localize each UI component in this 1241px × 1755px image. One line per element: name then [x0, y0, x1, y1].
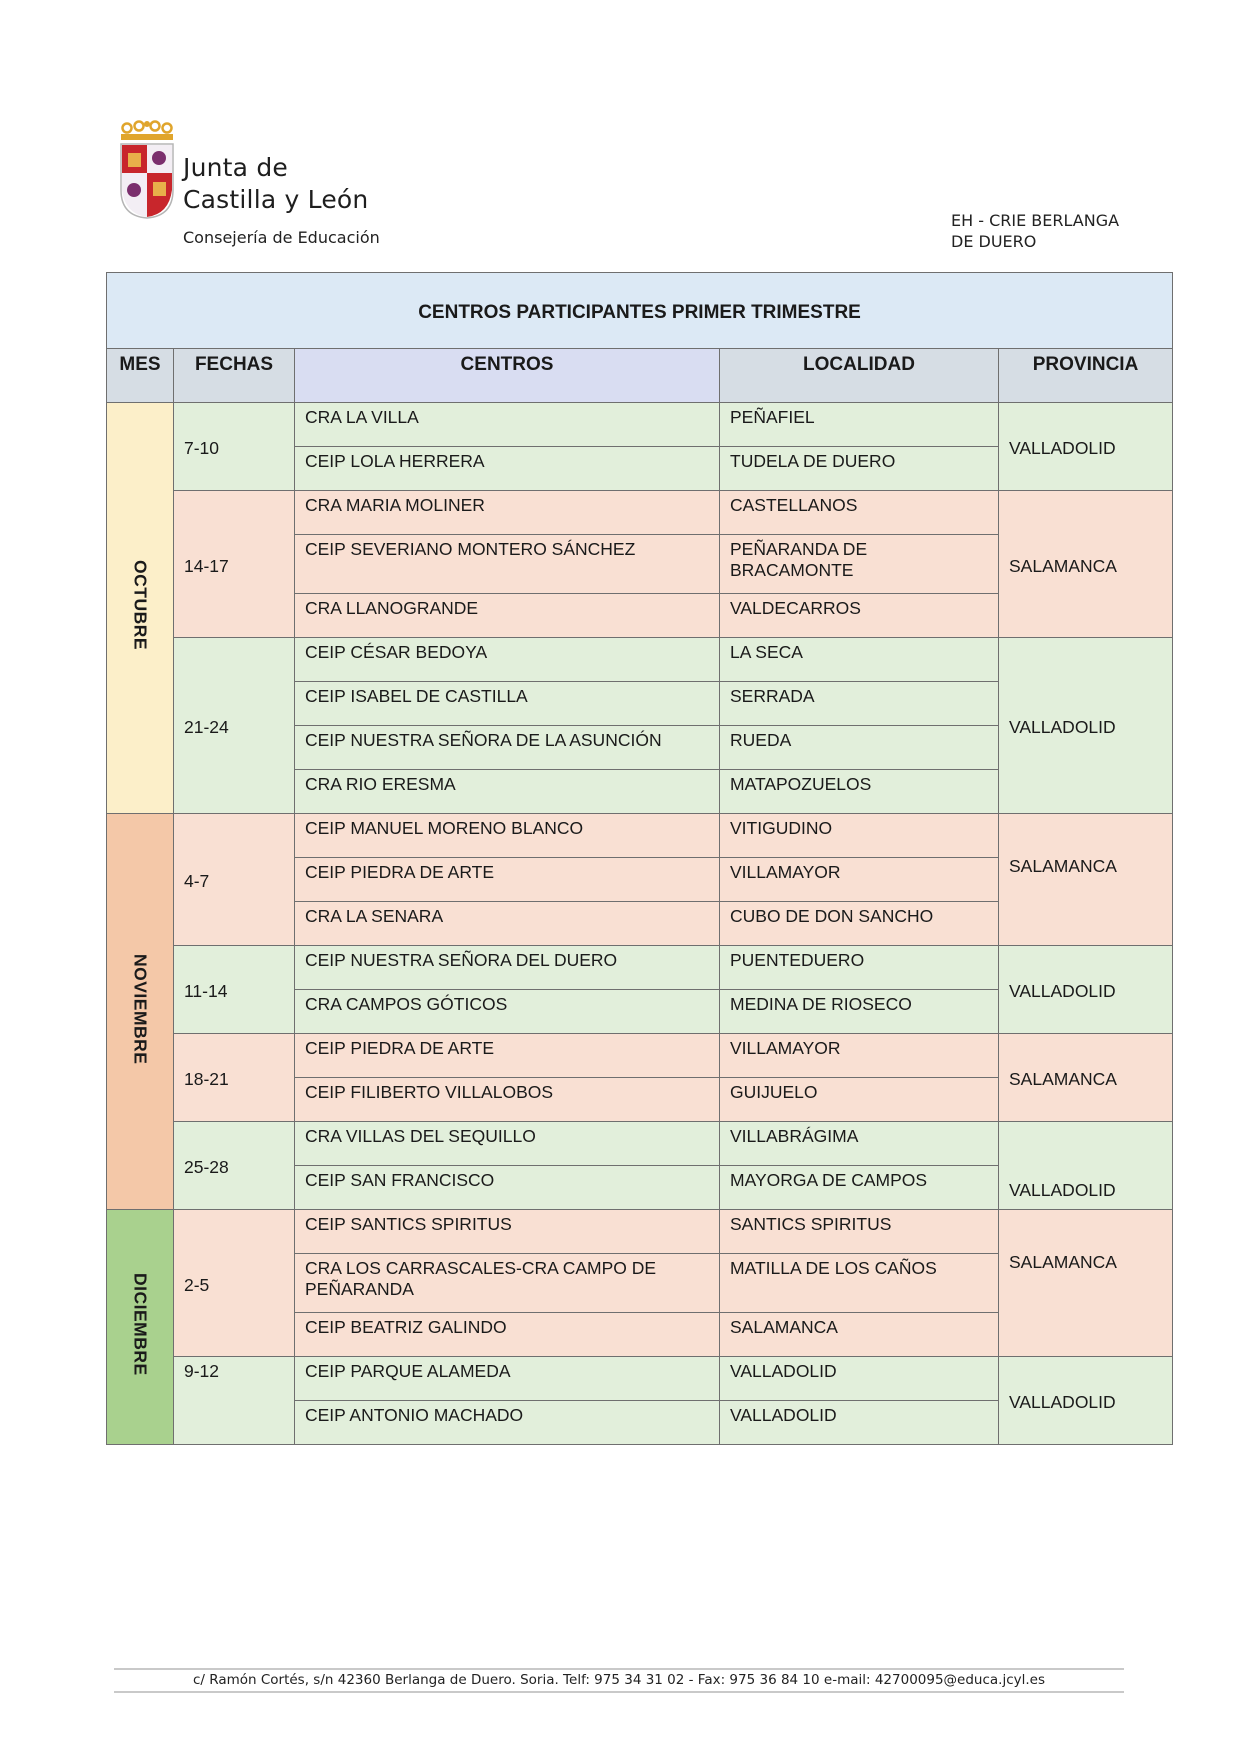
center-cell: CRA LLANOGRANDE: [295, 594, 720, 638]
locality-cell: MATAPOZUELOS: [720, 770, 999, 814]
locality-cell: SALAMANCA: [720, 1313, 999, 1357]
center-cell: CEIP ANTONIO MACHADO: [295, 1401, 720, 1445]
center-cell: CRA MARIA MOLINER: [295, 491, 720, 535]
dates-cell: 4-7: [174, 814, 295, 946]
center-cell: CEIP NUESTRA SEÑORA DEL DUERO: [295, 946, 720, 990]
center-cell: CEIP PARQUE ALAMEDA: [295, 1357, 720, 1401]
center-identifier: [951, 210, 1119, 252]
locality-cell: RUEDA: [720, 726, 999, 770]
center-cell: CRA LA SENARA: [295, 902, 720, 946]
locality-cell: PUENTEDUERO: [720, 946, 999, 990]
department-name: Consejería de Educación: [183, 228, 380, 247]
center-cell: CEIP FILIBERTO VILLALOBOS: [295, 1078, 720, 1122]
province-cell: VALLADOLID: [999, 638, 1173, 814]
center-cell: CRA CAMPOS GÓTICOS: [295, 990, 720, 1034]
province-cell: VALLADOLID: [999, 946, 1173, 1034]
province-cell: SALAMANCA: [999, 491, 1173, 638]
schedule-table: [106, 272, 1173, 1445]
locality-cell: VALLADOLID: [720, 1357, 999, 1401]
table-title: CENTROS PARTICIPANTES PRIMER TRIMESTRE: [107, 273, 1173, 349]
locality-cell: GUIJUELO: [720, 1078, 999, 1122]
province-cell: SALAMANCA: [999, 1034, 1173, 1122]
table-row: [107, 403, 1173, 447]
locality-cell: TUDELA DE DUERO: [720, 447, 999, 491]
month-cell-october: [107, 403, 174, 814]
crown-icon: [121, 121, 173, 140]
page-footer: c/ Ramón Cortés, s/n 42360 Berlanga de Duero. Soria. Telf: 975 34 31 02 - Fax: 975 36 84 10 e-mail: 42700095@educa.jcyl.es: [114, 1668, 1124, 1693]
province-cell: VALLADOLID: [999, 1357, 1173, 1445]
dates-cell: 9-12: [174, 1357, 295, 1445]
center-cell: CEIP SANTICS SPIRITUS: [295, 1210, 720, 1254]
locality-cell: VILLAMAYOR: [720, 858, 999, 902]
dates-cell: 18-21: [174, 1034, 295, 1122]
center-line1: EH - CRIE BERLANGA: [951, 211, 1120, 230]
center-cell: CRA VILLAS DEL SEQUILLO: [295, 1122, 720, 1166]
province-cell: VALLADOLID: [999, 403, 1173, 491]
dates-cell: 21-24: [174, 638, 295, 814]
center-cell: CEIP CÉSAR BEDOYA: [295, 638, 720, 682]
locality-cell: MATILLA DE LOS CAÑOS: [720, 1254, 999, 1313]
locality-cell: MAYORGA DE CAMPOS: [720, 1166, 999, 1210]
dates-cell: 14-17: [174, 491, 295, 638]
province-cell: SALAMANCA: [999, 814, 1173, 946]
table-row: [107, 491, 1173, 535]
table-row: [107, 814, 1173, 858]
province-cell: SALAMANCA: [999, 1210, 1173, 1357]
center-cell: CEIP MANUEL MORENO BLANCO: [295, 814, 720, 858]
center-cell: CEIP BEATRIZ GALINDO: [295, 1313, 720, 1357]
center-cell: CEIP NUESTRA SEÑORA DE LA ASUNCIÓN: [295, 726, 720, 770]
center-cell: CRA LOS CARRASCALES-CRA CAMPO DE PEÑARANDA: [295, 1254, 720, 1313]
table-row: [107, 1034, 1173, 1078]
locality-cell: VALDECARROS: [720, 594, 999, 638]
table-row: [107, 1210, 1173, 1254]
dates-cell: 7-10: [174, 403, 295, 491]
table-row: [107, 1122, 1173, 1166]
dates-cell: 11-14: [174, 946, 295, 1034]
month-label: DICIEMBRE: [130, 1273, 151, 1376]
org-name-line2: Castilla y León: [183, 185, 369, 214]
locality-cell: VILLABRÁGIMA: [720, 1122, 999, 1166]
month-label: OCTUBRE: [130, 560, 151, 651]
dates-cell: 2-5: [174, 1210, 295, 1357]
center-cell: CRA LA VILLA: [295, 403, 720, 447]
locality-cell: VITIGUDINO: [720, 814, 999, 858]
schedule-table-wrapper: [106, 272, 1172, 1445]
org-name-line1: Junta de: [183, 153, 288, 182]
locality-cell: SANTICS SPIRITUS: [720, 1210, 999, 1254]
locality-cell: SERRADA: [720, 682, 999, 726]
header-row: [107, 349, 1173, 403]
dates-cell: 25-28: [174, 1122, 295, 1210]
table-row: [107, 1357, 1173, 1401]
center-cell: CEIP PIEDRA DE ARTE: [295, 1034, 720, 1078]
center-cell: CRA RIO ERESMA: [295, 770, 720, 814]
locality-cell: CASTELLANOS: [720, 491, 999, 535]
center-cell: CEIP LOLA HERRERA: [295, 447, 720, 491]
province-cell: VALLADOLID: [999, 1122, 1173, 1210]
month-label: NOVIEMBRE: [130, 953, 151, 1065]
shield-icon: [121, 144, 173, 218]
locality-cell: VILLAMAYOR: [720, 1034, 999, 1078]
locality-cell: PEÑAFIEL: [720, 403, 999, 447]
col-header-localidad: LOCALIDAD: [720, 349, 999, 403]
center-cell: CEIP PIEDRA DE ARTE: [295, 858, 720, 902]
center-cell: CEIP ISABEL DE CASTILLA: [295, 682, 720, 726]
center-cell: CEIP SEVERIANO MONTERO SÁNCHEZ: [295, 535, 720, 594]
locality-cell: CUBO DE DON SANCHO: [720, 902, 999, 946]
month-cell-november: [107, 814, 174, 1210]
locality-cell: MEDINA DE RIOSECO: [720, 990, 999, 1034]
table-row: [107, 638, 1173, 682]
center-cell: CEIP SAN FRANCISCO: [295, 1166, 720, 1210]
organization-block: [183, 152, 380, 248]
col-header-mes: MES: [107, 349, 174, 403]
locality-cell: VALLADOLID: [720, 1401, 999, 1445]
col-header-centros: CENTROS: [295, 349, 720, 403]
month-cell-december: [107, 1210, 174, 1445]
locality-cell: PEÑARANDA DE BRACAMONTE: [720, 535, 999, 594]
center-line2: DE DUERO: [951, 232, 1037, 251]
locality-cell: LA SECA: [720, 638, 999, 682]
table-row: [107, 946, 1173, 990]
col-header-provincia: PROVINCIA: [999, 349, 1173, 403]
coat-of-arms-logo: [117, 120, 177, 220]
col-header-fechas: FECHAS: [174, 349, 295, 403]
